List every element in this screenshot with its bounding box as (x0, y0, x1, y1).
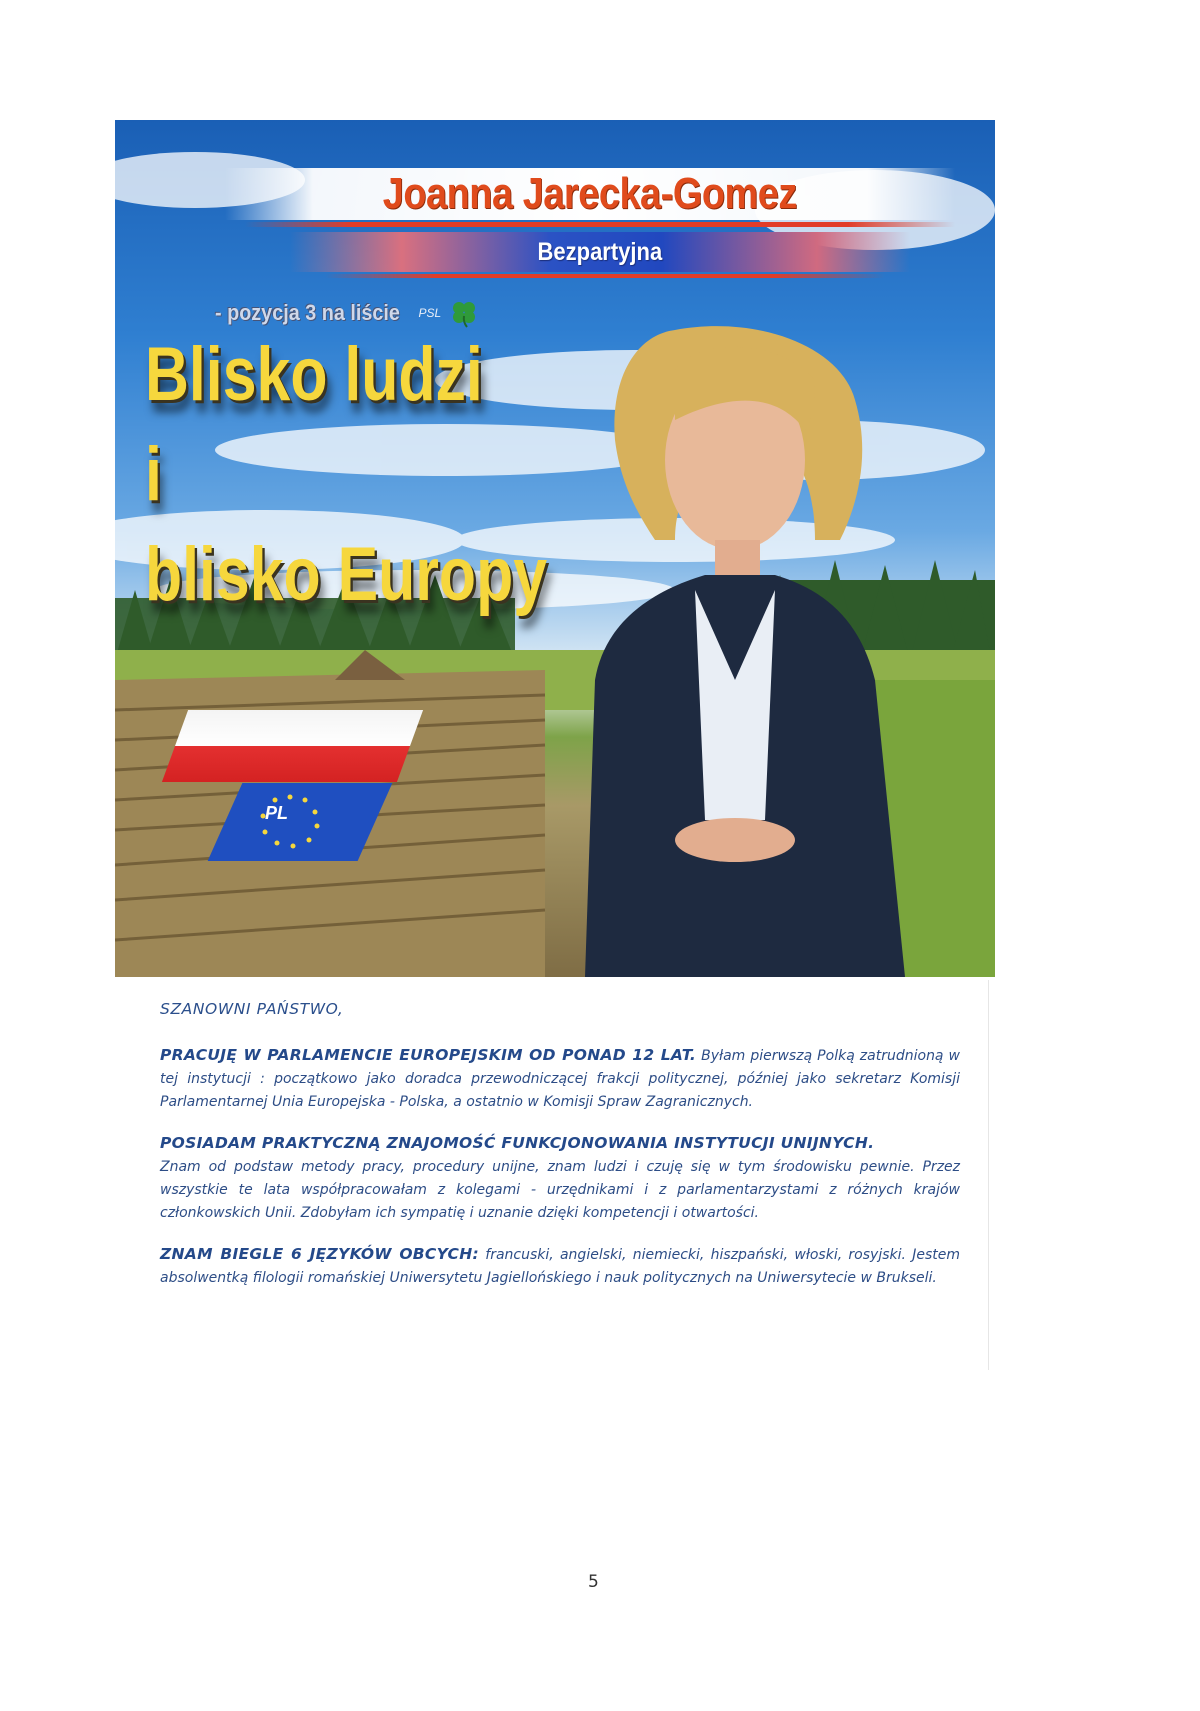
paragraph-languages (160, 1243, 960, 1290)
party-affiliation: Bezpartyjna (537, 237, 663, 266)
letter-text (160, 1000, 960, 1308)
paragraph-lead: POSIADAM PRAKTYCZNĄ ZNAJOMOŚĆ FUNKCJONOWANIA INSTYTUCJI UNIJNYCH. (160, 1134, 875, 1152)
psl-logo: PSL (418, 306, 442, 320)
red-divider-lower (325, 274, 885, 278)
candidate-name: Joanna Jarecka-Gomez (382, 169, 798, 218)
paragraph-body: francuski, angielski, niemiecki, hiszpański, włoski, rosyjski. Jestem absolwentką filologii romańskiej Uniwersytetu Jagiellońskiego i nauk politycznych na Uniwersytecie w Brukseli. (160, 1247, 960, 1286)
flag-label: PL (265, 803, 289, 823)
name-banner (225, 168, 955, 220)
paragraph-lead: PRACUJĘ W PARLAMENCIE EUROPEJSKIM OD PONAD 12 LAT. (160, 1046, 697, 1064)
list-position-text: - pozycja 3 na liście (215, 300, 400, 325)
party-banner (290, 232, 910, 272)
polish-flag (162, 710, 423, 782)
page-number: 5 (588, 1572, 599, 1592)
paragraph-body: Znam od podstaw metody pracy, procedury unijne, znam ludzi i czuję się w tym środowisku pewnie. Przez wszystkie te lata współpracowałam z kolegami - urzędnikami i z parlamentarzystami z różnych krajów członkowskich Unii. Zdobyłam ich sympatię i uznanie dzięki kompetencji i otwartości. (160, 1159, 960, 1221)
eu-stars-icon (235, 788, 385, 858)
clover-icon (449, 298, 479, 328)
paragraph-body: Byłam pierwszą Polką zatrudnioną w tej instytucji : początkowo jako doradca przewodniczącej frakcji politycznej, później jako sekretarz Komisji Parlamentarnej Unia Europejska - Polska, a ostatnio w Komisji Spraw Zagranicznych. (160, 1048, 961, 1110)
paragraph-experience (160, 1044, 960, 1114)
red-divider (245, 222, 955, 227)
campaign-slogan (145, 325, 548, 625)
paragraph-knowledge (160, 1132, 960, 1225)
slogan-line-2: i (145, 432, 162, 517)
campaign-poster (115, 120, 995, 977)
slogan-line-3: blisko Europy (145, 532, 548, 617)
slogan-line-1: Blisko ludzi (145, 332, 483, 417)
page-edge-line (988, 980, 989, 1370)
greeting: SZANOWNI PAŃSTWO, (160, 1000, 344, 1018)
list-position (215, 298, 479, 328)
paragraph-lead: ZNAM BIEGLE 6 JĘZYKÓW OBCYCH: (160, 1245, 479, 1263)
candidate-photo (585, 326, 905, 977)
